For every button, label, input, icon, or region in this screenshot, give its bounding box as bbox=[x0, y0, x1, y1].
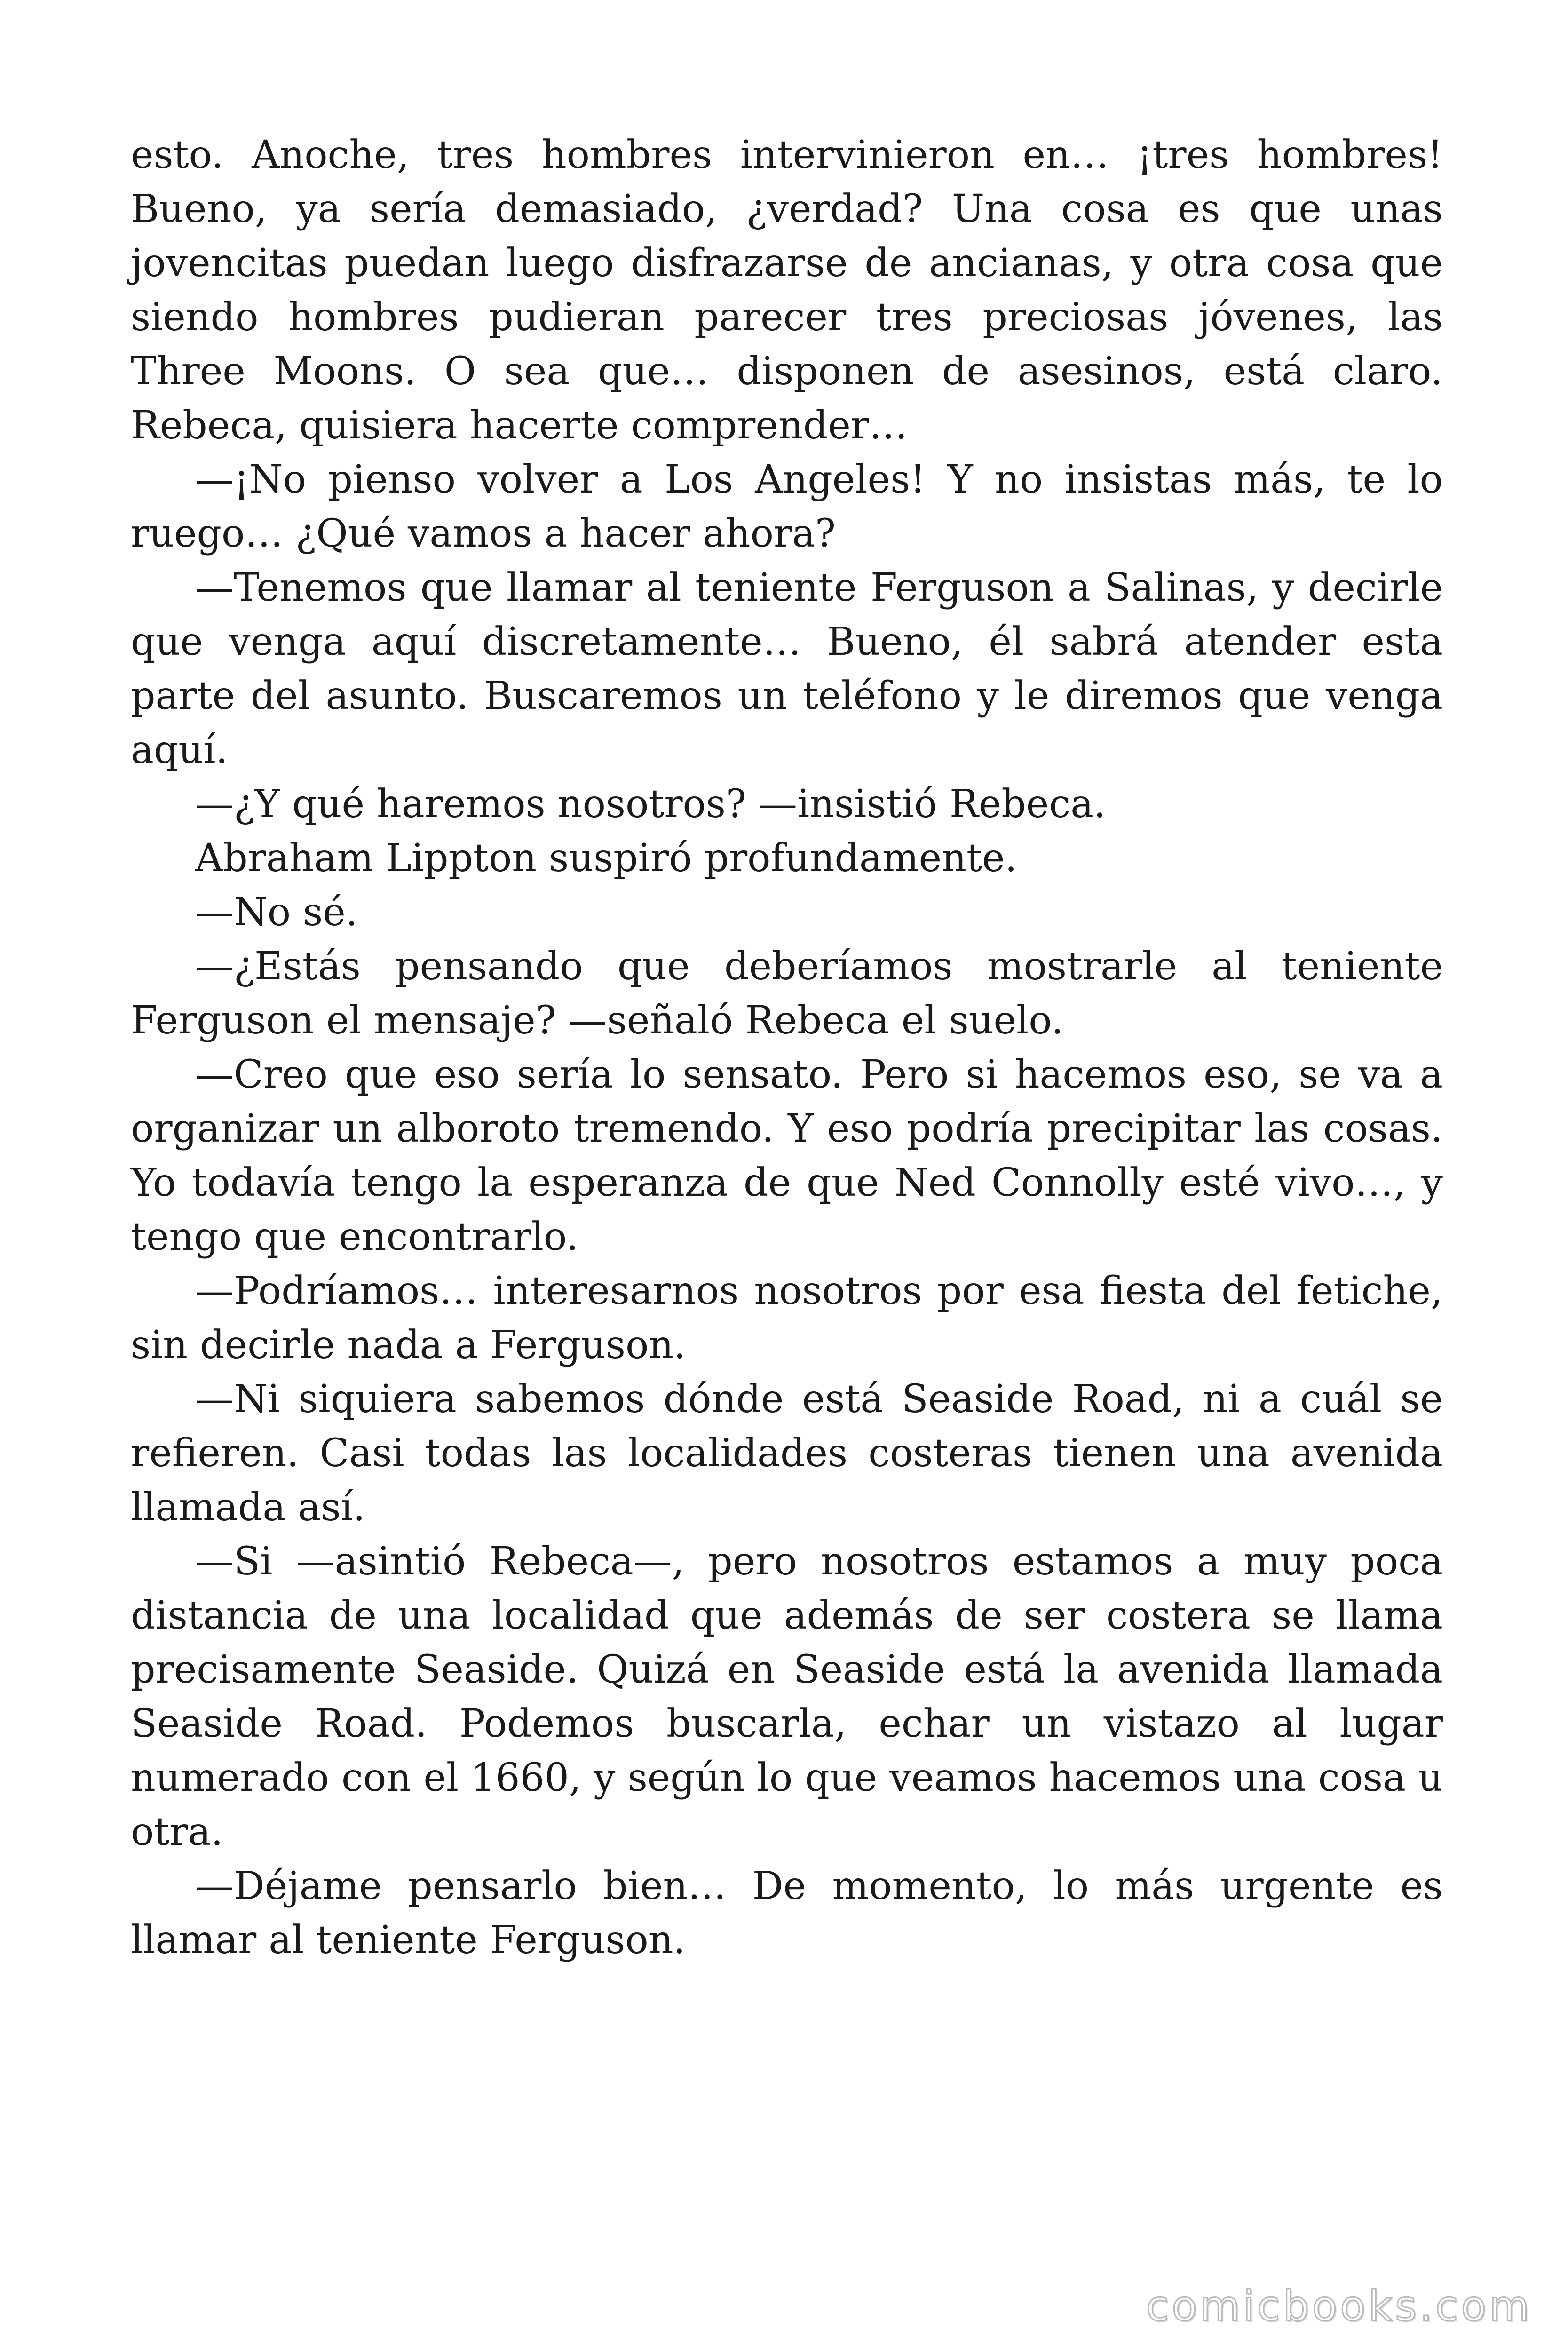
body-text bbox=[131, 128, 1443, 1967]
paragraph: —¿Y qué haremos nosotros? —insistió Rebeca. bbox=[195, 782, 1106, 826]
paragraph: esto. Anoche, tres hombres intervinieron en… ¡tres hombres! Bueno, ya sería demasiado, ¿verdad? Una cosa es que unas jovencitas puedan luego disfrazarse de ancianas, y otra cosa que siendo hombres pudieran parecer tres preciosas jóvenes, las Three Moons. O sea que… disponen de asesinos, está claro. Rebeca, quisiera hacerte comprender… bbox=[131, 133, 1443, 448]
paragraph: Abraham Lippton suspiró profundamente. bbox=[195, 836, 1017, 881]
paragraph: —Déjame pensarlo bien… De momento, lo más urgente es llamar al teniente Ferguson. bbox=[131, 1864, 1443, 1963]
paragraph: —Creo que eso sería lo sensato. Pero si hacemos eso, se va a organizar un alboroto tremendo. Y eso podría precipitar las cosas. Yo todavía tengo la esperanza de que Ned Connolly esté vivo…, y tengo que encontrarlo. bbox=[131, 1052, 1443, 1259]
paragraph: —Ni siquiera sabemos dónde está Seaside Road, ni a cuál se refieren. Casi todas las localidades costeras tienen una avenida llamada así. bbox=[131, 1377, 1443, 1530]
paragraph: —No sé. bbox=[195, 890, 358, 935]
paragraph: —¿Estás pensando que deberíamos mostrarle al teniente Ferguson el mensaje? —señaló Rebeca el suelo. bbox=[131, 944, 1443, 1043]
paragraph: —Tenemos que llamar al teniente Ferguson a Salinas, y decirle que venga aquí discretamente… Bueno, él sabrá atender esta parte del asunto. Buscaremos un teléfono y le diremos que venga aquí. bbox=[131, 565, 1443, 772]
watermark: comicbooks.com bbox=[1146, 2282, 1532, 2330]
paragraph: —Si —asintió Rebeca—, pero nosotros estamos a muy poca distancia de una localidad que además de ser costera se llama precisamente Seaside. Quizá en Seaside está la avenida llamada Seaside Road. Podemos buscarla, echar un vistazo al lugar numerado con el 1660, y según lo que veamos hacemos una cosa u otra. bbox=[131, 1539, 1443, 1854]
paragraph: —¡No pienso volver a Los Angeles! Y no insistas más, te lo ruego… ¿Qué vamos a hacer ahora? bbox=[131, 457, 1443, 556]
paragraph: —Podríamos… interesarnos nosotros por esa fiesta del fetiche, sin decirle nada a Ferguson. bbox=[131, 1269, 1443, 1367]
